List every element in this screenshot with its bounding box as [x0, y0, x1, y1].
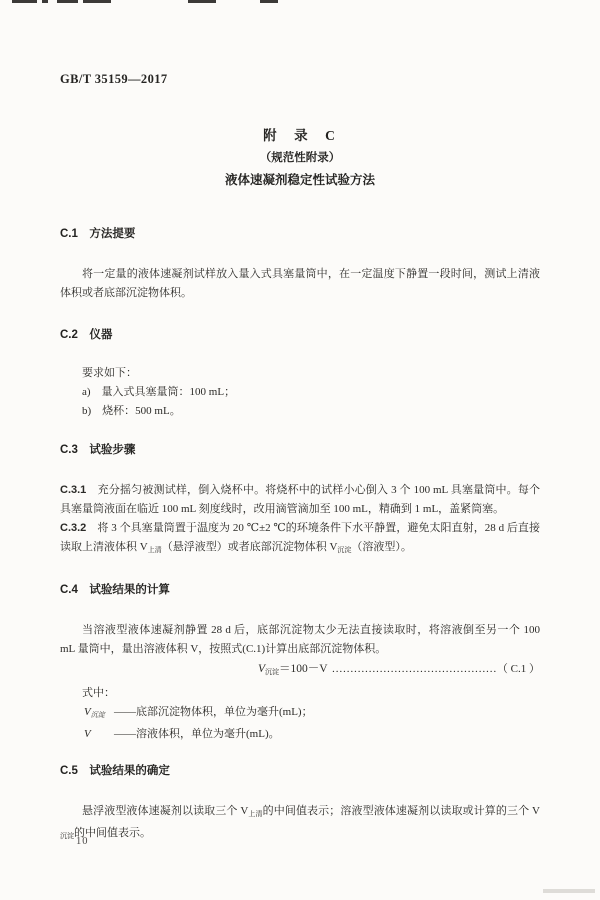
- appendix-subtitle: （规范性附录）: [259, 152, 341, 164]
- formula-variable: V: [258, 663, 266, 675]
- section-heading-c2: C.2 仪器: [60, 329, 113, 341]
- formula-dot-leader: ………………………………………: [331, 663, 497, 675]
- subscript: 沉淀: [337, 546, 352, 554]
- scan-artifact: [188, 0, 216, 3]
- section-heading-c1: C.1 方法提要: [60, 228, 136, 240]
- formula-rhs: ＝100－V: [279, 663, 328, 675]
- subscript: 沉淀: [265, 668, 280, 676]
- appendix-name: 液体速凝剂稳定性试验方法: [224, 173, 375, 187]
- scan-artifact: [543, 889, 595, 893]
- item-text: 量入式具塞量筒：100 mL；: [101, 386, 236, 398]
- clause-number: C.3.1: [60, 484, 87, 496]
- formula-c1: [60, 660, 540, 682]
- scan-artifact: [42, 0, 48, 3]
- item-label: a): [82, 386, 91, 398]
- subscript: 沉淀: [90, 711, 105, 719]
- clause-c32: [60, 519, 540, 560]
- section-heading-c3: C.3 试验步骤: [60, 444, 136, 456]
- clause-text: （悬浮液型）或者底部沉淀物体积 V: [161, 541, 338, 553]
- scan-artifact: [260, 0, 278, 3]
- scan-artifact: [12, 0, 37, 3]
- where-variable: [84, 703, 114, 725]
- where-label: 式中：: [82, 687, 115, 699]
- section-c5-body: [60, 802, 540, 846]
- body-text: 悬浮液型液体速凝剂以读取三个 V: [82, 805, 249, 817]
- where-dash: ——: [114, 728, 136, 740]
- standard-code-header: GB/T 35159—2017: [60, 72, 168, 86]
- section-c4-body: 当溶液型液体速凝剂静置 28 d 后，底部沉淀物太少无法直接读取时，将溶液倒至另一个 100 mL 量筒中，量出溶液体积 V，按照式(C.1)计算出底部沉淀物体积。: [60, 624, 540, 655]
- where-item: [60, 725, 540, 747]
- where-text: 底部沉淀物体积，单位为毫升(mL)；: [136, 706, 313, 718]
- item-text: 烧杯：500 mL。: [102, 405, 181, 417]
- formula-expression: [258, 660, 328, 682]
- item-label: b): [82, 405, 92, 417]
- appendix-title-block: [60, 125, 540, 191]
- clause-c31: [60, 481, 540, 519]
- variable-symbol: V: [84, 728, 91, 740]
- body-text: 的中间值表示；溶液型液体速凝剂以读取或计算的三个 V: [262, 805, 540, 817]
- section-heading-c5: C.5 试验结果的确定: [60, 765, 170, 777]
- body-text: 的中间值表示。: [74, 827, 151, 839]
- formula-number: （ C.1 ）: [496, 663, 540, 675]
- clause-number: C.3.2: [60, 522, 87, 534]
- section-c2-intro: 要求如下：: [82, 367, 137, 379]
- section-c1-body: 将一定量的液体速凝剂试样放入量入式具塞量筒中，在一定温度下静置一段时间，测试上清液体积或者底部沉淀物体积。: [60, 268, 540, 299]
- page-number: 10: [76, 836, 89, 847]
- where-text: 溶液体积，单位为毫升(mL)。: [136, 728, 280, 740]
- where-dash: ——: [114, 706, 136, 718]
- scan-artifact: [57, 0, 78, 3]
- subscript: 上清: [248, 810, 263, 818]
- apparatus-item: [60, 383, 540, 402]
- clause-text: 将 3 个具塞量筒置于温度为 20 ℃±2 ℃的环境条件下水平静置，避免太阳直射，28 d 后直接读取上清液体积 V: [60, 522, 540, 553]
- subscript: 上清: [147, 546, 162, 554]
- where-item: [60, 703, 540, 725]
- where-variable: [84, 725, 114, 747]
- variable-symbol: V: [84, 706, 91, 718]
- appendix-title: 附 录 C: [263, 128, 337, 143]
- clause-text: （溶液型）。: [351, 541, 412, 553]
- subscript: 沉淀: [60, 832, 74, 840]
- scan-artifact: [83, 0, 111, 3]
- clause-text: 充分摇匀被测试样，倒入烧杯中。将烧杯中的试样小心倒入 3 个 100 mL 具塞量筒中。每个具塞量筒液面在临近 100 mL 刻度线时，改用滴管滴加至 100 mL，精确到 1 mL，盖紧筒塞。: [60, 484, 541, 515]
- section-heading-c4: C.4 试验结果的计算: [60, 584, 170, 596]
- apparatus-item: [60, 402, 540, 421]
